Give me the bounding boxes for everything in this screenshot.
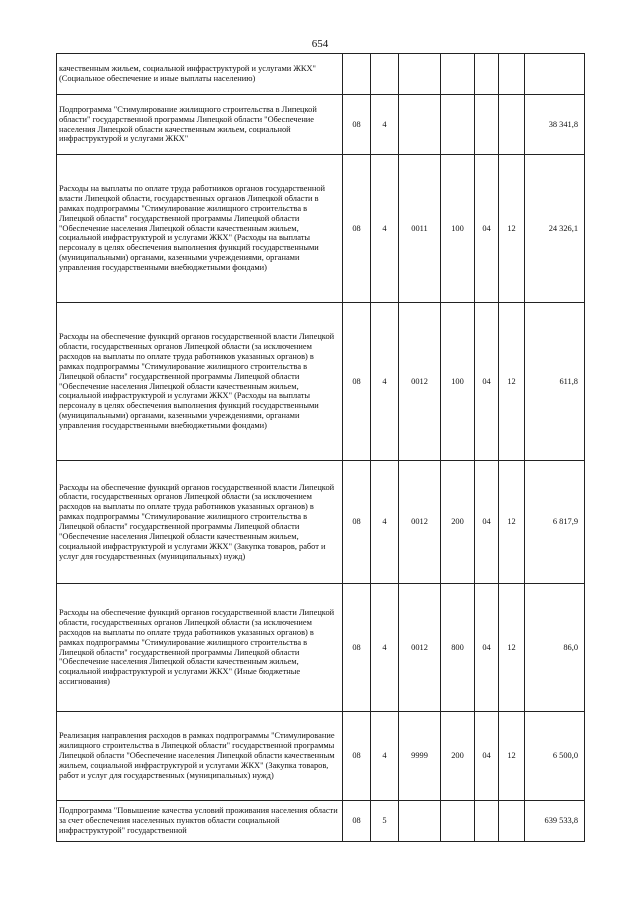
table-row: [57, 155, 585, 303]
target-item-code: [399, 95, 441, 155]
subprogram-code: 4: [371, 95, 399, 155]
row-description: Расходы на обеспечение функций органов государственной власти Липецкой области, государственных органов Липецкой области (за исключением расходов на выплаты по оплате труда работников указанных органов) в рамках подпрограммы "Стимулирование жилищного строительства в Липецкой области" государственной программы Липецкой области "Обеспечение населения Липецкой области качественным жильем, социальной инфраструктурой и услугами ЖКХ" (Иные бюджетные ассигнования): [57, 584, 343, 712]
row-description: Расходы на обеспечение функций органов государственной власти Липецкой области, государственных органов Липецкой области (за исключением расходов на выплаты по оплате труда работников указанных органов) в рамках подпрограммы "Стимулирование жилищного строительства в Липецкой области" государственной программы Липецкой области "Обеспечение населения Липецкой области качественным жильем, социальной инфраструктурой и услугами ЖКХ" (Закупка товаров, работ и услуг для государственных (муниципальных) нужд): [57, 461, 343, 584]
subprogram-code: 4: [371, 584, 399, 712]
table-row: [57, 54, 585, 95]
section-code-2: [475, 95, 499, 155]
table-row: [57, 712, 585, 801]
subprogram-code: 4: [371, 712, 399, 801]
table-row: [57, 801, 585, 842]
subprogram-code: 5: [371, 801, 399, 842]
row-description: Реализация направления расходов в рамках подпрограммы "Стимулирование жилищного строительства в Липецкой области" государственной программы Липецкой области "Обеспечение населения Липецкой области качественным жильем, социальной инфраструктурой и услугами ЖКХ" (Закупка товаров, работ и услуг для государственных (муниципальных) нужд): [57, 712, 343, 801]
table-row: [57, 303, 585, 461]
table-row: [57, 461, 585, 584]
row-description: Расходы на выплаты по оплате труда работников органов государственной власти Липецкой области, государственных органов Липецкой области в рамках подпрограммы "Стимулирование жилищного строительства в Липецкой области" государственной программы Липецкой области "Обеспечение населения Липецкой области качественным жильем, социальной инфраструктурой и услугами ЖКХ" (Расходы на выплаты персоналу в целях обеспечения выполнения функций государственными (муниципальными) органами, казенными учреждениями, органами управления государственными внебюджетными фондами): [57, 155, 343, 303]
expense-type-code: [441, 801, 475, 842]
section-code: 08: [343, 801, 371, 842]
section-code: 08: [343, 712, 371, 801]
section-code: 08: [343, 155, 371, 303]
budget-table-body: [57, 54, 585, 842]
amount-value: 611,8: [525, 303, 585, 461]
expense-type-code: 800: [441, 584, 475, 712]
section-code: 08: [343, 303, 371, 461]
amount-value: 38 341,8: [525, 95, 585, 155]
subsection-code: [499, 95, 525, 155]
target-item-code: 0011: [399, 155, 441, 303]
target-item-code: 0012: [399, 461, 441, 584]
subsection-code: 12: [499, 155, 525, 303]
table-row: [57, 95, 585, 155]
section-code-2: 04: [475, 584, 499, 712]
amount-value: 639 533,8: [525, 801, 585, 842]
subsection-code: 12: [499, 303, 525, 461]
target-item-code: 0012: [399, 303, 441, 461]
section-code: 08: [343, 584, 371, 712]
page-number: 654: [311, 38, 329, 50]
subsection-code: [499, 54, 525, 95]
section-code-2: [475, 54, 499, 95]
amount-value: 24 326,1: [525, 155, 585, 303]
amount-value: [525, 54, 585, 95]
target-item-code: [399, 54, 441, 95]
target-item-code: [399, 801, 441, 842]
amount-value: 6 500,0: [525, 712, 585, 801]
subsection-code: 12: [499, 712, 525, 801]
amount-value: 86,0: [525, 584, 585, 712]
section-code-2: 04: [475, 461, 499, 584]
section-code: [343, 54, 371, 95]
subprogram-code: 4: [371, 461, 399, 584]
expense-type-code: 200: [441, 712, 475, 801]
expense-type-code: 200: [441, 461, 475, 584]
section-code: 08: [343, 461, 371, 584]
budget-table: [56, 53, 585, 842]
subprogram-code: 4: [371, 155, 399, 303]
subsection-code: [499, 801, 525, 842]
subsection-code: 12: [499, 584, 525, 712]
row-description: Подпрограмма "Стимулирование жилищного строительства в Липецкой области" государственной программы Липецкой области "Обеспечение населения Липецкой области качественным жильем, социальной инфраструктурой и услугами ЖКХ": [57, 95, 343, 155]
row-description: Подпрограмма "Повышение качества условий проживания населения области за счет обеспечения населенных пунктов области социальной инфраструктурой" государственной: [57, 801, 343, 842]
section-code-2: 04: [475, 712, 499, 801]
subsection-code: 12: [499, 461, 525, 584]
target-item-code: 9999: [399, 712, 441, 801]
amount-value: 6 817,9: [525, 461, 585, 584]
target-item-code: 0012: [399, 584, 441, 712]
section-code-2: [475, 801, 499, 842]
expense-type-code: [441, 95, 475, 155]
expense-type-code: 100: [441, 155, 475, 303]
section-code-2: 04: [475, 155, 499, 303]
expense-type-code: 100: [441, 303, 475, 461]
section-code: 08: [343, 95, 371, 155]
expense-type-code: [441, 54, 475, 95]
row-description: качественным жильем, социальной инфраструктурой и услугами ЖКХ" (Социальное обеспечение и иные выплаты населению): [57, 54, 343, 95]
table-row: [57, 584, 585, 712]
row-description: Расходы на обеспечение функций органов государственной власти Липецкой области, государственных органов Липецкой области (за исключением расходов на выплаты по оплате труда работников указанных органов) в рамках подпрограммы "Стимулирование жилищного строительства в Липецкой области" государственной программы Липецкой области "Обеспечение населения Липецкой области качественным жильем, социальной инфраструктурой и услугами ЖКХ" (Расходы на выплаты персоналу в целях обеспечения выполнения функций государственными (муниципальными) органами, казенными учреждениями, органами управления государственными внебюджетными фондами): [57, 303, 343, 461]
section-code-2: 04: [475, 303, 499, 461]
subprogram-code: 4: [371, 303, 399, 461]
subprogram-code: [371, 54, 399, 95]
